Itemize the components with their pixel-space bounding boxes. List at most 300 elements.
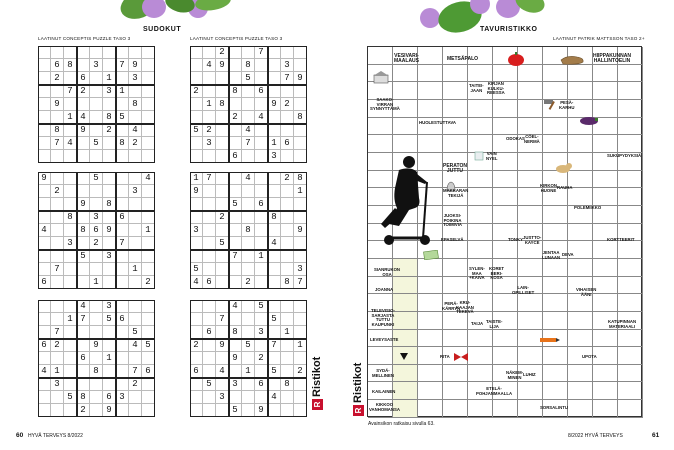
crossword-cell[interactable]	[618, 294, 643, 312]
sudoku-cell[interactable]: 1	[142, 224, 155, 237]
sudoku-cell[interactable]: 5	[229, 404, 242, 417]
crossword-cell[interactable]	[543, 382, 568, 400]
crossword-cell[interactable]	[443, 135, 468, 153]
sudoku-cell[interactable]: 7	[51, 137, 64, 150]
crossword-cell[interactable]	[543, 277, 568, 295]
sudoku-cell[interactable]: 9	[38, 172, 51, 185]
sudoku-cell[interactable]: 6	[142, 365, 155, 378]
footer-right: 8/2022 HYVÄ TERVEYS	[568, 433, 623, 439]
sudoku-cell[interactable]: 6	[103, 391, 116, 404]
crossword-cell[interactable]	[618, 382, 643, 400]
crossword-cell[interactable]	[418, 65, 443, 83]
sudoku-cell[interactable]: 6	[190, 365, 203, 378]
sudoku-cell[interactable]: 1	[190, 172, 203, 185]
clue: MAKKARAN TEKIJÄ	[443, 188, 469, 198]
sudoku-cell[interactable]: 5	[64, 391, 77, 404]
sudoku-cell[interactable]: 5	[216, 237, 229, 250]
sudoku-cell[interactable]: 4	[38, 224, 51, 237]
crossword-cell[interactable]	[618, 82, 643, 100]
crossword-cell[interactable]	[418, 47, 443, 65]
sudoku-cell[interactable]: 7	[129, 365, 142, 378]
sudoku-cell[interactable]: 4	[77, 300, 90, 313]
crossword-cell[interactable]	[568, 259, 593, 277]
sudoku-cell[interactable]: 9	[103, 404, 116, 417]
sudoku-cell[interactable]: 4	[268, 237, 281, 250]
sudoku-cell[interactable]: 8	[116, 137, 129, 150]
sudoku-cell[interactable]: 6	[255, 378, 268, 391]
sudoku-cell[interactable]: 3	[64, 237, 77, 250]
sudoku-cell[interactable]: 6	[38, 276, 51, 289]
crossword-cell[interactable]	[568, 82, 593, 100]
crossword-cell[interactable]	[518, 82, 543, 100]
crossword-cell[interactable]	[593, 330, 618, 348]
sudoku-cell[interactable]: 2	[216, 211, 229, 224]
sudoku-cell[interactable]: 6	[255, 198, 268, 211]
sudoku-cell[interactable]: 4	[190, 276, 203, 289]
sudoku-cell[interactable]: 5	[103, 313, 116, 326]
crossword-cell[interactable]	[418, 100, 443, 118]
crossword-cell[interactable]	[443, 400, 468, 418]
crossword-cell[interactable]	[543, 65, 568, 83]
crossword-cell[interactable]	[468, 118, 493, 136]
crossword-cell[interactable]	[393, 65, 418, 83]
crossword-cell[interactable]	[593, 294, 618, 312]
sudoku-cell[interactable]: 6	[255, 85, 268, 98]
sudoku-cell[interactable]: 5	[255, 300, 268, 313]
sudoku-cell[interactable]: 2	[51, 72, 64, 85]
crossword-cell[interactable]	[418, 277, 443, 295]
crossword-cell[interactable]	[568, 365, 593, 383]
crossword-cell[interactable]	[468, 224, 493, 242]
crossword-cell[interactable]	[568, 400, 593, 418]
sudoku-cell[interactable]: 7	[281, 72, 294, 85]
sudoku-cell[interactable]: 7	[64, 85, 77, 98]
crossword-cell[interactable]	[568, 330, 593, 348]
crossword-cell[interactable]	[393, 135, 418, 153]
crossword-cell[interactable]	[593, 188, 618, 206]
crossword-cell[interactable]	[393, 277, 418, 295]
sudoku-cell[interactable]: 6	[203, 276, 216, 289]
sudoku-cell[interactable]: 9	[229, 352, 242, 365]
sudoku-cell[interactable]: 2	[190, 339, 203, 352]
crossword-cell[interactable]	[543, 259, 568, 277]
clue: DEVA	[562, 252, 574, 257]
crossword-cell[interactable]	[518, 259, 543, 277]
crossword-cell[interactable]	[593, 171, 618, 189]
sudoku-cell[interactable]: 8	[281, 378, 294, 391]
sudoku-cell[interactable]: 5	[90, 137, 103, 150]
crossword-cell[interactable]	[543, 347, 568, 365]
crossword-cell[interactable]	[368, 135, 393, 153]
sudoku-cell[interactable]: 8	[229, 326, 242, 339]
crossword-cell[interactable]	[493, 400, 518, 418]
sudoku-cell[interactable]: 3	[190, 224, 203, 237]
sudoku-cell[interactable]: 7	[216, 313, 229, 326]
crossword-cell[interactable]	[543, 312, 568, 330]
credit-left-1: LAATINUT CONCEPTIS PUZZLE TASO 3	[38, 36, 131, 41]
crossword-cell[interactable]	[393, 294, 418, 312]
crossword-cell[interactable]	[368, 47, 393, 65]
crossword-cell[interactable]	[518, 206, 543, 224]
sudoku-cell[interactable]: 4	[242, 124, 255, 137]
sudoku-cell[interactable]: 1	[242, 365, 255, 378]
sudoku-cell[interactable]: 2	[51, 339, 64, 352]
crossword-cell[interactable]	[593, 135, 618, 153]
sudoku-cell[interactable]: 9	[190, 185, 203, 198]
sudoku-cell[interactable]: 5	[229, 198, 242, 211]
crossword-cell[interactable]	[493, 100, 518, 118]
sudoku-cell[interactable]: 8	[103, 198, 116, 211]
sudoku-cell[interactable]: 5	[203, 378, 216, 391]
crossword-cell[interactable]	[543, 206, 568, 224]
crossword-cell[interactable]	[618, 365, 643, 383]
sudoku-cell[interactable]: 6	[51, 59, 64, 72]
sudoku-cell[interactable]: 1	[64, 313, 77, 326]
sudoku-cell[interactable]: 4	[268, 391, 281, 404]
pepper-icon	[507, 52, 525, 66]
crossword-cell[interactable]	[593, 277, 618, 295]
sudoku-cell[interactable]: 5	[116, 111, 129, 124]
crossword-cell[interactable]	[543, 294, 568, 312]
crossword-cell[interactable]	[468, 400, 493, 418]
crossword-cell[interactable]	[593, 82, 618, 100]
crossword-cell[interactable]	[493, 118, 518, 136]
sudoku-cell[interactable]: 1	[203, 98, 216, 111]
sudoku-cell[interactable]: 8	[64, 59, 77, 72]
crossword-cell[interactable]	[593, 365, 618, 383]
crossword-cell[interactable]	[393, 365, 418, 383]
sudoku-cell[interactable]: 7	[203, 172, 216, 185]
sudoku-cell[interactable]: 8	[268, 211, 281, 224]
crossword-cell[interactable]	[618, 259, 643, 277]
sudoku-cell[interactable]: 4	[242, 172, 255, 185]
crossword-cell[interactable]	[618, 330, 643, 348]
sudoku-cell[interactable]: 6	[116, 211, 129, 224]
crossword-cell[interactable]	[568, 312, 593, 330]
crossword-cell[interactable]	[393, 312, 418, 330]
crossword-cell[interactable]	[568, 224, 593, 242]
sudoku-cell[interactable]: 3	[294, 263, 307, 276]
sudoku-cell[interactable]: 1	[281, 326, 294, 339]
sudoku-cell[interactable]: 6	[281, 137, 294, 150]
crossword-cell[interactable]	[543, 365, 568, 383]
sudoku-cell[interactable]: 4	[142, 172, 155, 185]
sudoku-cell[interactable]: 8	[294, 111, 307, 124]
sudoku-cell[interactable]: 1	[116, 85, 129, 98]
crossword-cell[interactable]	[468, 188, 493, 206]
crossword-cell[interactable]	[618, 135, 643, 153]
crossword-cell[interactable]	[518, 118, 543, 136]
sudoku-cell[interactable]: 6	[38, 339, 51, 352]
crossword-cell[interactable]	[468, 100, 493, 118]
sudoku-cell[interactable]: 3	[129, 185, 142, 198]
sudoku-cell[interactable]: 2	[142, 276, 155, 289]
crossword-cell[interactable]	[368, 118, 393, 136]
crossword-cell[interactable]	[418, 312, 443, 330]
sudoku-cell[interactable]: 3	[255, 326, 268, 339]
sudoku-cell[interactable]: 2	[51, 185, 64, 198]
crossword-cell[interactable]	[468, 330, 493, 348]
sudoku-cell[interactable]: 7	[294, 276, 307, 289]
sudoku-cell[interactable]: 4	[203, 59, 216, 72]
crossword-cell[interactable]	[468, 365, 493, 383]
clue: PESÄ- KARHU	[559, 100, 575, 110]
crossword-cell[interactable]	[418, 294, 443, 312]
sudoku-cell[interactable]: 3	[51, 378, 64, 391]
crossword-cell[interactable]	[468, 347, 493, 365]
sudoku-cell[interactable]: 4	[129, 124, 142, 137]
sudoku-cell[interactable]: 7	[268, 339, 281, 352]
crossword-cell[interactable]	[618, 241, 643, 259]
sudoku-cell[interactable]: 2	[190, 85, 203, 98]
crossword-cell[interactable]	[593, 400, 618, 418]
crossword-cell[interactable]	[618, 188, 643, 206]
crossword-cell[interactable]	[443, 241, 468, 259]
sudoku-cell[interactable]: 2	[103, 124, 116, 137]
crossword-cell[interactable]	[443, 365, 468, 383]
crossword-cell[interactable]	[418, 365, 443, 383]
crossword-cell[interactable]	[543, 135, 568, 153]
crossword-cell[interactable]	[593, 100, 618, 118]
crossword-cell[interactable]	[618, 118, 643, 136]
sudoku-cell[interactable]: 2	[90, 237, 103, 250]
sudoku-cell[interactable]: 2	[281, 98, 294, 111]
sudoku-cell[interactable]: 8	[242, 224, 255, 237]
sudoku-cell[interactable]: 1	[294, 185, 307, 198]
sudoku-cell[interactable]: 2	[216, 46, 229, 59]
crossword-cell[interactable]	[493, 65, 518, 83]
sudoku-cell[interactable]: 2	[203, 124, 216, 137]
sudoku-cell[interactable]: 4	[64, 137, 77, 150]
sudoku-cell[interactable]: 7	[51, 263, 64, 276]
sudoku-cell[interactable]: 4	[255, 111, 268, 124]
sudoku-cell[interactable]: 7	[255, 46, 268, 59]
sudoku-cell[interactable]: 2	[294, 365, 307, 378]
sudoku-cell[interactable]: 7	[51, 326, 64, 339]
sudoku-cell[interactable]: 4	[77, 111, 90, 124]
sudoku-cell[interactable]: 5	[190, 124, 203, 137]
crossword-cell[interactable]	[518, 100, 543, 118]
sudoku-cell[interactable]: 2	[242, 276, 255, 289]
sudoku-cell[interactable]: 8	[64, 211, 77, 224]
sudoku-cell[interactable]: 3	[268, 150, 281, 163]
sudoku-cell[interactable]: 3	[216, 391, 229, 404]
sudoku-cell[interactable]: 1	[255, 250, 268, 263]
crossword-cell[interactable]	[368, 347, 393, 365]
crossword-cell[interactable]	[493, 347, 518, 365]
crossword-cell[interactable]	[518, 347, 543, 365]
sudoku-cell[interactable]: 4	[229, 300, 242, 313]
sudoku-cell[interactable]: 9	[51, 98, 64, 111]
sudoku-cell[interactable]: 4	[38, 365, 51, 378]
sudoku-cell[interactable]: 9	[268, 98, 281, 111]
sudoku-cell[interactable]: 7	[116, 59, 129, 72]
crossword-cell[interactable]	[493, 330, 518, 348]
crossword-cell[interactable]	[468, 241, 493, 259]
sudoku-cell[interactable]: 6	[90, 224, 103, 237]
sudoku-cell[interactable]: 8	[77, 224, 90, 237]
sudoku-cell[interactable]: 5	[242, 72, 255, 85]
crossword-cell[interactable]	[468, 171, 493, 189]
sudoku-cell[interactable]: 2	[77, 85, 90, 98]
sudoku-cell[interactable]: 9	[103, 224, 116, 237]
crossword-cell[interactable]	[418, 135, 443, 153]
crossword-cell[interactable]	[493, 171, 518, 189]
crossword-cell[interactable]	[518, 382, 543, 400]
sudoku-cell[interactable]: 1	[103, 72, 116, 85]
crossword-cell[interactable]	[393, 382, 418, 400]
crossword-cell[interactable]	[493, 294, 518, 312]
sudoku-cell[interactable]: 1	[294, 339, 307, 352]
sudoku-cell[interactable]: 9	[216, 339, 229, 352]
crossword-cell[interactable]	[418, 330, 443, 348]
crossword-cell[interactable]	[518, 65, 543, 83]
sudoku-cell[interactable]: 8	[242, 59, 255, 72]
sudoku-cell[interactable]: 5	[190, 263, 203, 276]
sudoku-cell[interactable]: 8	[129, 98, 142, 111]
sudoku-cell[interactable]: 4	[129, 339, 142, 352]
crossword-cell[interactable]	[518, 312, 543, 330]
sudoku-cell[interactable]: 5	[77, 250, 90, 263]
sudoku-cell[interactable]: 1	[103, 352, 116, 365]
sudoku-cell[interactable]: 2	[255, 352, 268, 365]
crossword-cell[interactable]	[518, 153, 543, 171]
crossword-cell[interactable]	[543, 224, 568, 242]
sudoku-cell[interactable]: 6	[229, 150, 242, 163]
sudoku-cell[interactable]: 8	[77, 391, 90, 404]
sudoku-cell[interactable]: 9	[294, 224, 307, 237]
crossword-cell[interactable]	[593, 241, 618, 259]
crossword-cell[interactable]	[493, 206, 518, 224]
sudoku-cell[interactable]: 1	[268, 137, 281, 150]
crossword-cell[interactable]	[618, 347, 643, 365]
crossword-cell[interactable]	[568, 188, 593, 206]
sudoku-cell[interactable]: 1	[90, 276, 103, 289]
sudoku-cell[interactable]: 8	[51, 124, 64, 137]
sudoku-cell[interactable]: 1	[64, 111, 77, 124]
sudoku-cell[interactable]: 5	[90, 172, 103, 185]
crossword-cell[interactable]	[418, 259, 443, 277]
sudoku-cell[interactable]: 2	[129, 137, 142, 150]
sudoku-cell[interactable]: 2	[229, 111, 242, 124]
sudoku-cell[interactable]: 9	[90, 339, 103, 352]
crossword-cell[interactable]	[418, 82, 443, 100]
sudoku-cell[interactable]: 5	[268, 313, 281, 326]
sudoku-cell[interactable]: 3	[281, 59, 294, 72]
sudoku-cell[interactable]: 8	[103, 111, 116, 124]
crossword-cell[interactable]	[468, 206, 493, 224]
sudoku-cell[interactable]: 9	[255, 404, 268, 417]
crossword-cell[interactable]	[593, 259, 618, 277]
crossword-cell[interactable]	[443, 82, 468, 100]
crossword-cell[interactable]	[443, 382, 468, 400]
sudoku-cell[interactable]: 3	[103, 250, 116, 263]
crossword-cell[interactable]	[618, 277, 643, 295]
sudoku-cell[interactable]: 8	[229, 85, 242, 98]
crossword-cell[interactable]	[618, 206, 643, 224]
crossword-cell[interactable]	[618, 65, 643, 83]
sudoku-cell[interactable]: 9	[129, 59, 142, 72]
sudoku-cell[interactable]: 3	[129, 72, 142, 85]
sudoku-cell[interactable]: 8	[216, 98, 229, 111]
crossword-cell[interactable]	[493, 241, 518, 259]
crossword-cell[interactable]	[468, 65, 493, 83]
sudoku-cell[interactable]: 3	[103, 85, 116, 98]
sudoku-cell[interactable]: 3	[103, 300, 116, 313]
crossword-cell[interactable]	[618, 171, 643, 189]
crossword-cell[interactable]	[593, 65, 618, 83]
sudoku-cell[interactable]: 3	[90, 59, 103, 72]
sudoku-cell[interactable]: 6	[203, 326, 216, 339]
crossword-cell[interactable]	[443, 330, 468, 348]
sudoku-cell[interactable]: 7	[77, 313, 90, 326]
crossword-cell[interactable]	[618, 400, 643, 418]
arrow-down-icon	[399, 351, 409, 361]
sudoku-cell[interactable]: 6	[77, 352, 90, 365]
crossword-cell[interactable]	[443, 65, 468, 83]
sudoku-cell[interactable]: 6	[77, 72, 90, 85]
sudoku-cell[interactable]: 1	[51, 365, 64, 378]
sudoku-cell[interactable]: 7	[229, 250, 242, 263]
sudoku-cell[interactable]: 9	[216, 59, 229, 72]
crossword-cell[interactable]	[568, 135, 593, 153]
crossword-cell[interactable]	[518, 294, 543, 312]
sudoku-cell[interactable]: 2	[77, 404, 90, 417]
crossword-cell[interactable]	[543, 118, 568, 136]
sudoku-cell[interactable]: 9	[77, 124, 90, 137]
clue: KORTTEERIT	[607, 237, 635, 242]
shoe-icon	[559, 54, 585, 66]
crossword-cell[interactable]	[568, 65, 593, 83]
crossword-cell[interactable]	[593, 347, 618, 365]
sudoku-cell[interactable]: 4	[216, 365, 229, 378]
sudoku-cell[interactable]: 5	[242, 339, 255, 352]
crossword-cell[interactable]	[443, 259, 468, 277]
sudoku-cell[interactable]: 7	[242, 137, 255, 150]
sudoku-cell[interactable]: 3	[229, 378, 242, 391]
crossword-cell[interactable]	[593, 382, 618, 400]
sudoku-cell[interactable]: 3	[90, 211, 103, 224]
crossword-cell[interactable]	[493, 188, 518, 206]
sudoku-cell[interactable]: 2	[281, 172, 294, 185]
clue: SAAKO- VIRRAN SYNNYTTÄMÄ	[370, 97, 400, 112]
crossword-cell[interactable]	[568, 382, 593, 400]
sudoku-cell[interactable]: 9	[77, 198, 90, 211]
sudoku-cell[interactable]: 5	[129, 326, 142, 339]
sudoku-cell[interactable]: 9	[294, 72, 307, 85]
sudoku-cell[interactable]: 3	[116, 391, 129, 404]
crossword-cell[interactable]	[443, 277, 468, 295]
clue: VESIVARI- MAALAUS	[394, 53, 419, 65]
crossword-cell[interactable]	[618, 100, 643, 118]
sudoku-cell[interactable]: 5	[268, 365, 281, 378]
crossword-cell[interactable]	[418, 400, 443, 418]
sudoku-cell[interactable]: 8	[281, 276, 294, 289]
clue: KIRJAN KULKU- REESSA	[487, 81, 505, 96]
crossword-cell[interactable]	[443, 100, 468, 118]
crossword-cell[interactable]	[418, 382, 443, 400]
sudoku-cell[interactable]: 5	[142, 339, 155, 352]
clue: LEVEYSASTE	[370, 337, 399, 342]
sudoku-cell[interactable]: 3	[203, 137, 216, 150]
crossword-cell[interactable]	[393, 118, 418, 136]
sudoku-cell[interactable]: 2	[129, 378, 142, 391]
sudoku-cell[interactable]: 7	[116, 237, 129, 250]
sudoku-cell[interactable]: 8	[294, 172, 307, 185]
sudoku-cell[interactable]: 6	[116, 313, 129, 326]
sudoku-cell[interactable]: 8	[90, 365, 103, 378]
sudoku-cell[interactable]: 1	[129, 263, 142, 276]
